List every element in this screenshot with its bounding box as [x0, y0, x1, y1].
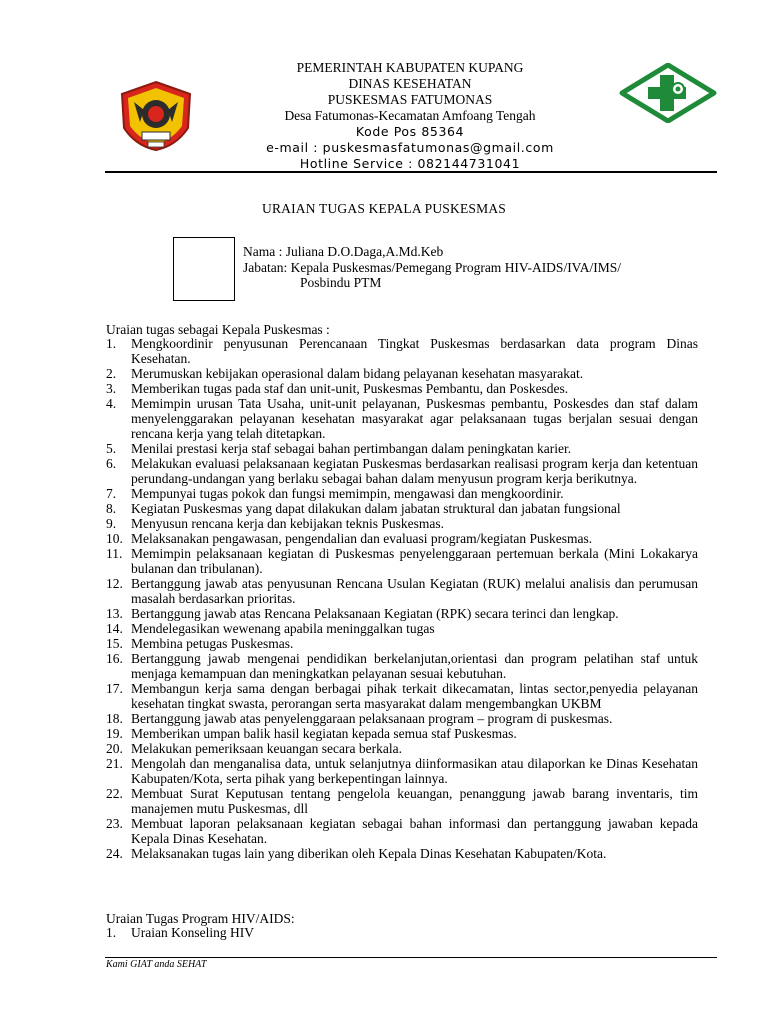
list-item-text: Mengkoordinir penyusunan Perencanaan Tingkat Puskesmas berdasarkan data program Dinas Kesehatan.	[131, 336, 698, 366]
list-item-number: 22.	[106, 786, 123, 801]
list-item-number: 8.	[106, 501, 117, 516]
list-item-number: 1.	[106, 925, 117, 940]
list-item	[106, 456, 698, 486]
list-item	[106, 621, 698, 636]
list-item	[106, 501, 698, 516]
list-item-text: Memimpin pelaksanaan kegiatan di Puskesmas penyelenggaraan pertemuan berkala (Mini Lokakarya bulanan dan tribulanan).	[131, 546, 698, 576]
list-item-text: Menilai prestasi kerja staf sebagai bahan pertimbangan dalam peningkatan karier.	[131, 441, 572, 456]
list-item-number: 15.	[106, 636, 123, 651]
list-item-number: 7.	[106, 486, 117, 501]
list-item	[106, 366, 698, 381]
list-item-text: Menyusun rencana kerja dan kebijakan teknis Puskesmas.	[131, 516, 445, 531]
position-line: Jabatan: Kepala Puskesmas/Pemegang Program HIV-AIDS/IVA/IMS/	[243, 259, 621, 275]
list-item-number: 23.	[106, 816, 123, 831]
postal-code: Kode Pos 85364	[355, 124, 465, 139]
list-item-number: 18.	[106, 711, 123, 726]
list-item	[106, 396, 698, 441]
list-item	[106, 925, 254, 941]
footer-divider	[105, 957, 717, 958]
list-item	[106, 531, 698, 546]
letterhead-divider	[105, 171, 717, 173]
list-item-number: 1.	[106, 336, 117, 351]
list-item-text: Memberikan umpan balik hasil kegiatan kepada semua staf Puskesmas.	[131, 726, 517, 741]
agency-name: DINAS KESEHATAN	[348, 76, 472, 91]
list-item-text: Bertanggung jawab atas Rencana Pelaksanaan Kegiatan (RPK) secara terinci dan lengkap.	[131, 606, 619, 621]
list-item-number: 3.	[106, 381, 117, 396]
list-item-text: Kegiatan Puskesmas yang dapat dilakukan dalam jabatan struktural dan jabatan fungsional	[131, 501, 621, 516]
list-item-number: 10.	[106, 531, 123, 546]
list-item-text: Melaksanakan pengawasan, pengendalian dan evaluasi program/kegiatan Puskesmas.	[131, 531, 593, 546]
kupang-regency-emblem-icon	[116, 80, 196, 152]
identity-block	[243, 244, 621, 291]
list-item-number: 9.	[106, 516, 117, 531]
hiv-duties-list	[106, 925, 254, 941]
list-item	[106, 651, 698, 681]
hiv-section-title: Uraian Tugas Program HIV/AIDS:	[106, 911, 295, 926]
list-item-number: 16.	[106, 651, 123, 666]
list-item	[106, 606, 698, 621]
list-item-text: Uraian Konseling HIV	[131, 925, 254, 940]
list-item-number: 13.	[106, 606, 123, 621]
email-line: e-mail : puskesmasfatumonas@gmail.com	[266, 140, 554, 155]
list-item	[106, 741, 698, 756]
list-item-number: 21.	[106, 756, 123, 771]
duties-list	[106, 336, 698, 861]
list-item	[106, 816, 698, 846]
hotline-line: Hotline Service : 082144731041	[299, 156, 521, 171]
list-item	[106, 441, 698, 456]
name-line: Nama : Juliana D.O.Daga,A.Md.Keb	[243, 244, 444, 259]
list-item	[106, 381, 698, 396]
footer-motto: Kami GIAT anda SEHAT	[106, 959, 207, 970]
list-item	[106, 726, 698, 741]
list-item-text: Memimpin urusan Tata Usaha, unit-unit pelayanan, Puskesmas pembantu, Poskesdes dan staf dalam menyelenggarakan pelayanan kesehatan masyarakat agar pelaksanaan tugas berjalan sesuai dengan rencana kerja yang telah ditetapkan.	[131, 396, 698, 441]
position-line-continued: Posbindu PTM	[300, 275, 382, 290]
list-item-text: Melaksanakan tugas lain yang diberikan oleh Kepala Dinas Kesehatan Kabupaten/Kota.	[131, 846, 607, 861]
list-item	[106, 636, 698, 651]
address: Desa Fatumonas-Kecamatan Amfoang Tengah	[284, 108, 536, 123]
puskesmas-logo-icon	[618, 63, 718, 123]
list-item-number: 24.	[106, 846, 123, 861]
list-item-number: 12.	[106, 576, 123, 591]
photo-placeholder	[173, 237, 235, 301]
list-item-number: 4.	[106, 396, 117, 411]
list-item	[106, 486, 698, 501]
list-item	[106, 846, 698, 861]
list-item-number: 14.	[106, 621, 123, 636]
list-item	[106, 786, 698, 816]
list-item	[106, 546, 698, 576]
list-item-text: Mempunyai tugas pokok dan fungsi memimpin, mengawasi dan mengkoordinir.	[131, 486, 564, 501]
list-item-number: 2.	[106, 366, 117, 381]
list-item-number: 19.	[106, 726, 123, 741]
list-item	[106, 711, 698, 726]
list-item-text: Bertanggung jawab atas penyelenggaraan pelaksanaan program – program di puskesmas.	[131, 711, 613, 726]
list-item-text: Melakukan pemeriksaan keuangan secara berkala.	[131, 741, 402, 756]
list-item	[106, 681, 698, 711]
list-item-text: Bertanggung jawab mengenai pendidikan berkelanjutan,orientasi dan program pelatihan staf untuk menjaga kemampuan dan meningkatkan pelayanan sesuai kebutuhan.	[131, 651, 698, 681]
list-item-number: 17.	[106, 681, 123, 696]
government-name: PEMERINTAH KABUPATEN KUPANG	[296, 60, 524, 75]
document-title: URAIAN TUGAS KEPALA PUSKESMAS	[262, 201, 506, 216]
list-item-text: Membangun kerja sama dengan berbagai pihak terkait dikecamatan, lintas sector,penyedia pelayanan kesehatan tingkat swasta, perorangan serta masyarakat dalam mengembangkan UKBM	[131, 681, 698, 711]
list-item-text: Bertanggung jawab atas penyusunan Rencana Usulan Kegiatan (RUK) melalui analisis dan perumusan masalah berdasarkan prioritas.	[131, 576, 698, 606]
list-item-text: Mengolah dan menganalisa data, untuk selanjutnya diinformasikan atau dilaporkan ke Dinas Kesehatan Kabupaten/Kota, serta pihak yang berkepentingan lainnya.	[131, 756, 698, 786]
puskesmas-name: PUSKESMAS FATUMONAS	[327, 92, 493, 107]
list-item	[106, 756, 698, 786]
list-item-text: Membuat Surat Keputusan tentang pengelola keuangan, penanggung jawab barang inventaris, tim manajemen mutu Puskesmas, dll	[131, 786, 698, 816]
list-item-number: 20.	[106, 741, 123, 756]
list-item-number: 11.	[106, 546, 123, 561]
list-item	[106, 576, 698, 606]
list-item	[106, 516, 698, 531]
letterhead	[230, 60, 590, 172]
list-item	[106, 336, 698, 366]
list-item-text: Membina petugas Puskesmas.	[131, 636, 294, 651]
list-item-number: 5.	[106, 441, 117, 456]
duties-intro: Uraian tugas sebagai Kepala Puskesmas :	[106, 322, 330, 337]
list-item-text: Merumuskan kebijakan operasional dalam bidang pelayanan kesehatan masyarakat.	[131, 366, 584, 381]
list-item-number: 6.	[106, 456, 117, 471]
list-item-text: Melakukan evaluasi pelaksanaan kegiatan Puskesmas berdasarkan realisasi program kerja dan ketentuan perundang-undangan yang berlaku sebagai bahan dalam menyusun program kerja berikutnya.	[131, 456, 698, 486]
list-item-text: Mendelegasikan wewenang apabila meninggalkan tugas	[131, 621, 435, 636]
list-item-text: Membuat laporan pelaksanaan kegiatan sebagai bahan informasi dan pertanggung jawaban kepada Kepala Dinas Kesehatan.	[131, 816, 698, 846]
list-item-text: Memberikan tugas pada staf dan unit-unit, Puskesmas Pembantu, dan Poskesdes.	[131, 381, 569, 396]
